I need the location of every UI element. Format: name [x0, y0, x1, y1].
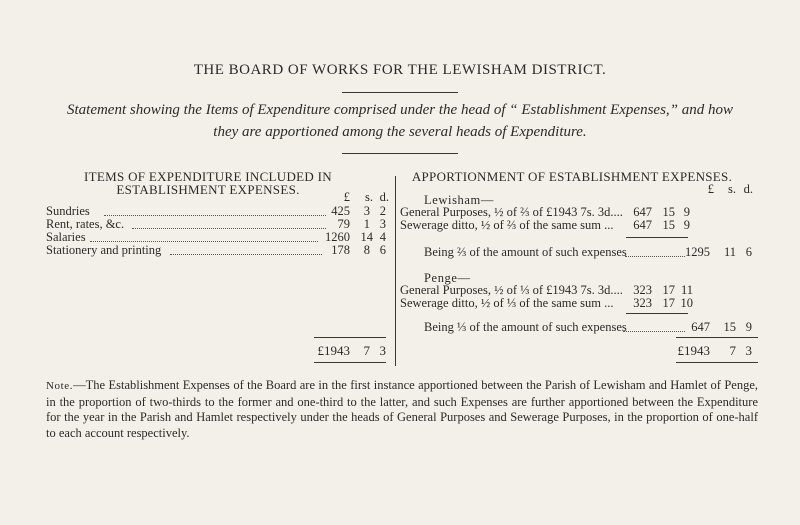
penge-row-shillings: 17 — [662, 296, 675, 310]
leader-dots — [104, 215, 326, 216]
penge-being: Being ⅓ of the amount of such expenses — [424, 320, 627, 334]
lewisham-total-pounds: 1295 — [685, 245, 710, 259]
left-row-pounds: 1260 — [325, 230, 350, 244]
column-divider — [395, 176, 396, 366]
left-row-shillings: 3 — [363, 204, 370, 218]
penge-row-pence: 10 — [680, 296, 693, 310]
penge-row-label: General Purposes, ½ of ⅓ of £1943 7s. 3d.... — [400, 283, 623, 297]
leader-dots — [170, 254, 322, 255]
left-row-pence: 2 — [379, 204, 386, 218]
subtitle-rule — [342, 153, 458, 154]
penge-total-shillings: 15 — [723, 320, 736, 334]
lewisham-subtotal-rule — [626, 237, 688, 238]
left-row-label: Rent, rates, &c. — [46, 217, 125, 231]
left-col-d: d. — [379, 190, 389, 204]
leader-dots — [623, 331, 685, 332]
lewisham-total-shillings: 11 — [723, 245, 736, 259]
left-row-shillings: 14 — [360, 230, 373, 244]
right-total-shillings: 7 — [729, 343, 736, 358]
left-col-s: s. — [365, 190, 373, 204]
lewisham-total-pence: 6 — [745, 245, 752, 259]
left-total-underline — [314, 362, 386, 363]
note-label: Note. — [46, 380, 74, 392]
left-row-label: Stationery and printing — [46, 243, 162, 257]
penge-row-shillings: 17 — [662, 283, 675, 297]
lewisham-row-pounds: 647 — [633, 218, 652, 232]
lewisham-row-pence: 9 — [683, 218, 690, 232]
penge-row-label: Sewerage ditto, ½ of ⅓ of the same sum ... — [400, 296, 614, 310]
penge-subtotal-rule — [626, 313, 688, 314]
subtitle-line-1: Statement showing the Items of Expenditure comprised under the head of “ Establishment Expenses,” and how — [66, 102, 734, 118]
subtitle-line-2: they are apportioned among the several heads of Expenditure. — [213, 124, 587, 140]
page-title: THE BOARD OF WORKS FOR THE LEWISHAM DISTRICT. — [193, 62, 607, 78]
right-total-rule — [676, 337, 758, 338]
left-row-pence: 3 — [379, 217, 386, 231]
lewisham-row-pounds: 647 — [633, 205, 652, 219]
lewisham-being: Being ⅔ of the amount of such expenses — [424, 245, 627, 259]
note-text: —The Establishment Expenses of the Board are in the first instance apportioned between the Parish of Lewisham and Hamlet of Penge, in the proportion of two-thirds to the former and one-third to the latter, and such Expenses are further apportioned between the Expenditure for the year in the Parish and Hamlet respectively under the heads of General Purposes and Sewerage Purposes, in the proportion of one-half to each account respectively. — [46, 378, 758, 440]
left-heading-line-1: ITEMS OF EXPENDITURE INCLUDED IN — [84, 169, 332, 184]
left-row-pence: 4 — [379, 230, 386, 244]
left-row-pounds: 425 — [331, 204, 350, 218]
left-row-pence: 6 — [379, 243, 386, 257]
left-row-shillings: 1 — [363, 217, 370, 231]
penge-total-pounds: 647 — [691, 320, 710, 334]
left-heading-line-2: ESTABLISHMENT EXPENSES. — [116, 182, 300, 197]
left-total-shillings: 7 — [363, 343, 370, 358]
right-total-pence: 3 — [745, 343, 752, 358]
left-col-pound: £ — [343, 190, 350, 204]
penge-label: Penge— — [424, 271, 471, 285]
lewisham-row-shillings: 15 — [662, 205, 675, 219]
right-total-pounds: £1943 — [677, 343, 710, 358]
right-col-d: d. — [743, 182, 753, 196]
penge-total-pence: 9 — [745, 320, 752, 334]
penge-row-pounds: 323 — [633, 296, 652, 310]
lewisham-row-label: General Purposes, ½ of ⅔ of £1943 7s. 3d.... — [400, 205, 623, 219]
penge-row-pence: 11 — [680, 283, 693, 297]
left-total-pence: 3 — [379, 343, 386, 358]
lewisham-row-shillings: 15 — [662, 218, 675, 232]
penge-row-pounds: 323 — [633, 283, 652, 297]
left-row-pounds: 79 — [337, 217, 350, 231]
right-col-pound: £ — [707, 182, 714, 196]
lewisham-row-label: Sewerage ditto, ½ of ⅔ of the same sum ... — [400, 218, 614, 232]
left-row-label: Sundries — [46, 204, 90, 218]
left-row-label: Salaries — [46, 230, 86, 244]
leader-dots — [132, 228, 326, 229]
right-total-underline — [676, 362, 758, 363]
left-row-pounds: 178 — [331, 243, 350, 257]
left-row-shillings: 8 — [363, 243, 370, 257]
title-rule — [342, 92, 458, 93]
leader-dots — [625, 256, 685, 257]
right-col-s: s. — [728, 182, 736, 196]
footnote — [46, 378, 758, 441]
left-total-pounds: £1943 — [317, 343, 350, 358]
right-heading: APPORTIONMENT OF ESTABLISHMENT EXPENSES. — [411, 169, 733, 184]
leader-dots — [90, 241, 318, 242]
left-total-rule — [314, 337, 386, 338]
lewisham-label: Lewisham— — [424, 193, 494, 207]
lewisham-row-pence: 9 — [683, 205, 690, 219]
